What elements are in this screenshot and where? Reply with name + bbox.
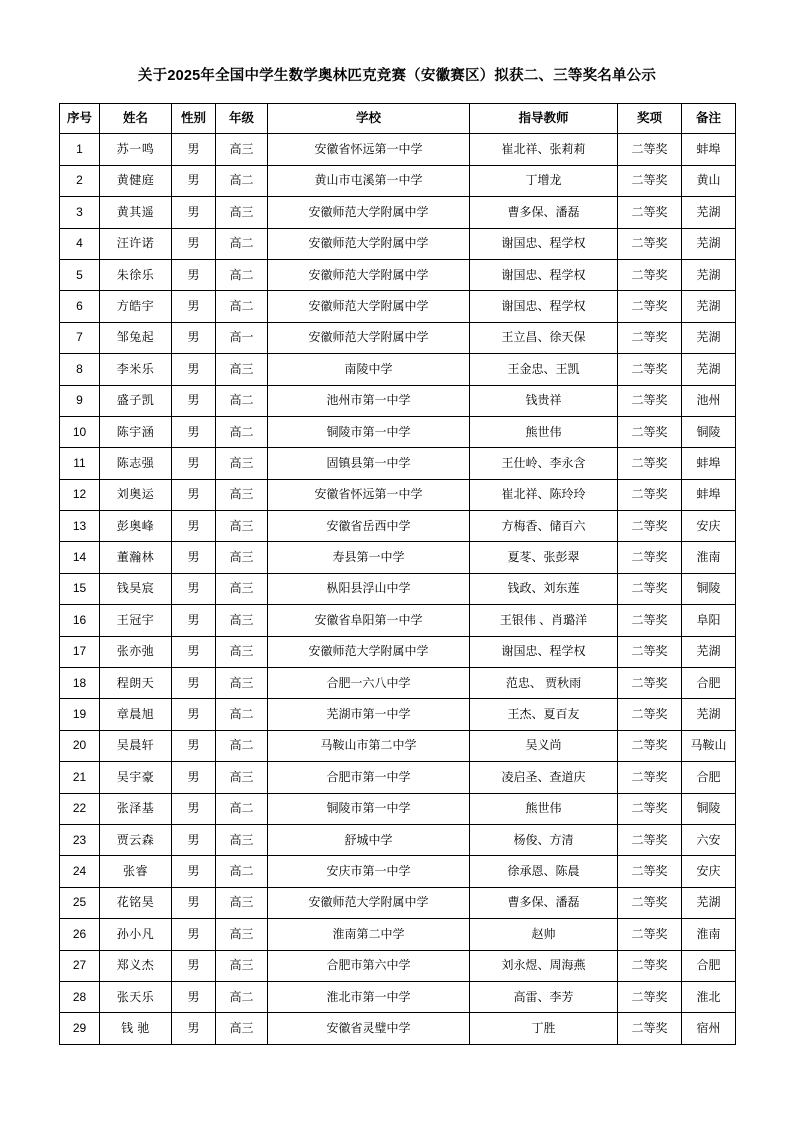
cell-col-name: 吴晨轩	[100, 730, 172, 761]
cell-col-name: 张睿	[100, 856, 172, 887]
cell-col-award: 二等奖	[618, 322, 682, 353]
cell-col-teacher: 谢国忠、程学权	[470, 259, 618, 290]
cell-col-seq: 11	[60, 448, 100, 479]
cell-col-award: 二等奖	[618, 511, 682, 542]
cell-col-name: 章晨旭	[100, 699, 172, 730]
cell-col-school: 淮北市第一中学	[268, 981, 470, 1012]
cell-col-remark: 阜阳	[682, 605, 736, 636]
cell-col-name: 钱 驰	[100, 1013, 172, 1044]
cell-col-seq: 17	[60, 636, 100, 667]
cell-col-award: 二等奖	[618, 197, 682, 228]
cell-col-seq: 4	[60, 228, 100, 259]
cell-col-remark: 六安	[682, 824, 736, 855]
cell-col-name: 花铭昊	[100, 887, 172, 918]
cell-col-sex: 男	[172, 448, 216, 479]
cell-col-sex: 男	[172, 354, 216, 385]
table-row	[60, 259, 736, 290]
cell-col-remark: 池州	[682, 385, 736, 416]
cell-col-seq: 3	[60, 197, 100, 228]
cell-col-sex: 男	[172, 730, 216, 761]
cell-col-name: 张天乐	[100, 981, 172, 1012]
cell-col-sex: 男	[172, 919, 216, 950]
cell-col-grade: 高二	[216, 416, 268, 447]
cell-col-name: 李米乐	[100, 354, 172, 385]
cell-col-award: 二等奖	[618, 259, 682, 290]
cell-col-teacher: 方梅香、储百六	[470, 511, 618, 542]
cell-col-school: 铜陵市第一中学	[268, 416, 470, 447]
cell-col-school: 安徽省怀远第一中学	[268, 134, 470, 165]
cell-col-seq: 22	[60, 793, 100, 824]
cell-col-teacher: 崔北祥、陈玲玲	[470, 479, 618, 510]
cell-col-teacher: 王仕岭、李永含	[470, 448, 618, 479]
table-row	[60, 197, 736, 228]
cell-col-grade: 高三	[216, 511, 268, 542]
cell-col-teacher: 王杰、夏百友	[470, 699, 618, 730]
cell-col-grade: 高三	[216, 762, 268, 793]
cell-col-award: 二等奖	[618, 1013, 682, 1044]
cell-col-seq: 6	[60, 291, 100, 322]
cell-col-grade: 高三	[216, 668, 268, 699]
cell-col-grade: 高三	[216, 824, 268, 855]
cell-col-seq: 2	[60, 165, 100, 196]
cell-col-award: 二等奖	[618, 448, 682, 479]
cell-col-seq: 8	[60, 354, 100, 385]
cell-col-remark: 安庆	[682, 511, 736, 542]
cell-col-school: 舒城中学	[268, 824, 470, 855]
cell-col-grade: 高三	[216, 887, 268, 918]
table-row	[60, 636, 736, 667]
table-row	[60, 605, 736, 636]
cell-col-remark: 蚌埠	[682, 479, 736, 510]
table-row	[60, 448, 736, 479]
table-row	[60, 479, 736, 510]
table-header-col-school: 学校	[268, 104, 470, 134]
cell-col-grade: 高三	[216, 197, 268, 228]
cell-col-school: 安徽师范大学附属中学	[268, 636, 470, 667]
cell-col-teacher: 吴义尚	[470, 730, 618, 761]
cell-col-award: 二等奖	[618, 416, 682, 447]
cell-col-award: 二等奖	[618, 887, 682, 918]
cell-col-award: 二等奖	[618, 479, 682, 510]
cell-col-award: 二等奖	[618, 354, 682, 385]
cell-col-name: 钱昊宸	[100, 573, 172, 604]
cell-col-award: 二等奖	[618, 134, 682, 165]
cell-col-school: 安徽师范大学附属中学	[268, 887, 470, 918]
cell-col-seq: 19	[60, 699, 100, 730]
cell-col-grade: 高二	[216, 385, 268, 416]
cell-col-remark: 蚌埠	[682, 448, 736, 479]
table-header-col-seq: 序号	[60, 104, 100, 134]
cell-col-school: 池州市第一中学	[268, 385, 470, 416]
cell-col-school: 安徽省阜阳第一中学	[268, 605, 470, 636]
cell-col-grade: 高二	[216, 259, 268, 290]
cell-col-teacher: 凌启圣、查道庆	[470, 762, 618, 793]
cell-col-sex: 男	[172, 824, 216, 855]
cell-col-name: 黄健庭	[100, 165, 172, 196]
cell-col-teacher: 王银伟 、肖璐洋	[470, 605, 618, 636]
cell-col-name: 方皓宇	[100, 291, 172, 322]
cell-col-name: 盛子凯	[100, 385, 172, 416]
cell-col-remark: 芜湖	[682, 636, 736, 667]
cell-col-grade: 高二	[216, 981, 268, 1012]
cell-col-sex: 男	[172, 134, 216, 165]
cell-col-teacher: 丁胜	[470, 1013, 618, 1044]
cell-col-grade: 高三	[216, 354, 268, 385]
cell-col-grade: 高三	[216, 573, 268, 604]
table-row	[60, 542, 736, 573]
cell-col-teacher: 钱政、刘东莲	[470, 573, 618, 604]
cell-col-sex: 男	[172, 511, 216, 542]
cell-col-sex: 男	[172, 291, 216, 322]
cell-col-name: 陈志强	[100, 448, 172, 479]
cell-col-seq: 1	[60, 134, 100, 165]
cell-col-school: 铜陵市第一中学	[268, 793, 470, 824]
cell-col-remark: 芜湖	[682, 228, 736, 259]
cell-col-grade: 高三	[216, 950, 268, 981]
cell-col-sex: 男	[172, 981, 216, 1012]
table-row	[60, 385, 736, 416]
cell-col-name: 王冠宇	[100, 605, 172, 636]
cell-col-name: 陈宇涵	[100, 416, 172, 447]
cell-col-remark: 淮南	[682, 542, 736, 573]
cell-col-grade: 高三	[216, 448, 268, 479]
page-title: 关于2025年全国中学生数学奥林匹克竞赛（安徽赛区）拟获二、三等奖名单公示	[137, 68, 657, 84]
cell-col-teacher: 王金忠、王凯	[470, 354, 618, 385]
cell-col-sex: 男	[172, 479, 216, 510]
cell-col-school: 芜湖市第一中学	[268, 699, 470, 730]
award-list-table	[59, 103, 736, 1044]
cell-col-grade: 高三	[216, 479, 268, 510]
cell-col-seq: 24	[60, 856, 100, 887]
cell-col-seq: 9	[60, 385, 100, 416]
cell-col-name: 张亦弛	[100, 636, 172, 667]
cell-col-sex: 男	[172, 259, 216, 290]
cell-col-sex: 男	[172, 416, 216, 447]
cell-col-grade: 高二	[216, 228, 268, 259]
cell-col-name: 邹兔起	[100, 322, 172, 353]
cell-col-award: 二等奖	[618, 730, 682, 761]
cell-col-remark: 合肥	[682, 762, 736, 793]
table-row	[60, 134, 736, 165]
cell-col-teacher: 崔北祥、张莉莉	[470, 134, 618, 165]
cell-col-teacher: 刘永煜、周海燕	[470, 950, 618, 981]
cell-col-sex: 男	[172, 165, 216, 196]
cell-col-sex: 男	[172, 385, 216, 416]
cell-col-remark: 蚌埠	[682, 134, 736, 165]
cell-col-school: 枞阳县浮山中学	[268, 573, 470, 604]
cell-col-seq: 23	[60, 824, 100, 855]
cell-col-school: 安徽师范大学附属中学	[268, 259, 470, 290]
cell-col-school: 安徽省怀远第一中学	[268, 479, 470, 510]
cell-col-remark: 芜湖	[682, 259, 736, 290]
cell-col-seq: 21	[60, 762, 100, 793]
table-header-col-grade: 年级	[216, 104, 268, 134]
table-row	[60, 668, 736, 699]
cell-col-teacher: 王立昌、徐天保	[470, 322, 618, 353]
table-row	[60, 416, 736, 447]
cell-col-grade: 高三	[216, 542, 268, 573]
cell-col-school: 淮南第二中学	[268, 919, 470, 950]
table-row	[60, 291, 736, 322]
table-header-col-teacher: 指导教师	[470, 104, 618, 134]
cell-col-school: 黄山市屯溪第一中学	[268, 165, 470, 196]
cell-col-remark: 芜湖	[682, 322, 736, 353]
table-row	[60, 762, 736, 793]
cell-col-school: 寿县第一中学	[268, 542, 470, 573]
table-row	[60, 950, 736, 981]
table-row	[60, 511, 736, 542]
cell-col-remark: 淮北	[682, 981, 736, 1012]
cell-col-name: 苏一鸣	[100, 134, 172, 165]
table-body	[60, 134, 736, 1044]
cell-col-remark: 合肥	[682, 950, 736, 981]
cell-col-award: 二等奖	[618, 981, 682, 1012]
cell-col-teacher: 谢国忠、程学权	[470, 291, 618, 322]
table-row	[60, 887, 736, 918]
cell-col-grade: 高三	[216, 636, 268, 667]
cell-col-award: 二等奖	[618, 668, 682, 699]
cell-col-grade: 高三	[216, 605, 268, 636]
table-header	[60, 104, 736, 134]
table-row	[60, 322, 736, 353]
cell-col-grade: 高二	[216, 793, 268, 824]
cell-col-remark: 铜陵	[682, 793, 736, 824]
cell-col-grade: 高二	[216, 730, 268, 761]
cell-col-sex: 男	[172, 856, 216, 887]
cell-col-remark: 芜湖	[682, 197, 736, 228]
cell-col-remark: 芜湖	[682, 354, 736, 385]
cell-col-remark: 铜陵	[682, 573, 736, 604]
cell-col-seq: 14	[60, 542, 100, 573]
table-row	[60, 793, 736, 824]
cell-col-seq: 18	[60, 668, 100, 699]
cell-col-school: 合肥一六八中学	[268, 668, 470, 699]
cell-col-award: 二等奖	[618, 228, 682, 259]
cell-col-sex: 男	[172, 542, 216, 573]
cell-col-seq: 26	[60, 919, 100, 950]
cell-col-sex: 男	[172, 950, 216, 981]
cell-col-name: 郑义杰	[100, 950, 172, 981]
cell-col-remark: 淮南	[682, 919, 736, 950]
cell-col-school: 合肥市第一中学	[268, 762, 470, 793]
cell-col-sex: 男	[172, 322, 216, 353]
cell-col-name: 贾云森	[100, 824, 172, 855]
cell-col-remark: 芜湖	[682, 291, 736, 322]
cell-col-teacher: 谢国忠、程学权	[470, 228, 618, 259]
cell-col-sex: 男	[172, 793, 216, 824]
cell-col-grade: 高三	[216, 134, 268, 165]
cell-col-sex: 男	[172, 636, 216, 667]
cell-col-school: 安徽师范大学附属中学	[268, 291, 470, 322]
award-list-table-wrap	[59, 103, 735, 1044]
cell-col-school: 南陵中学	[268, 354, 470, 385]
table-header-col-award: 奖项	[618, 104, 682, 134]
cell-col-grade: 高二	[216, 291, 268, 322]
cell-col-school: 安徽省灵璧中学	[268, 1013, 470, 1044]
cell-col-sex: 男	[172, 762, 216, 793]
cell-col-teacher: 丁增龙	[470, 165, 618, 196]
table-row	[60, 919, 736, 950]
cell-col-seq: 27	[60, 950, 100, 981]
cell-col-sex: 男	[172, 668, 216, 699]
cell-col-remark: 安庆	[682, 856, 736, 887]
cell-col-seq: 10	[60, 416, 100, 447]
cell-col-teacher: 夏苳、张彭翠	[470, 542, 618, 573]
cell-col-grade: 高二	[216, 165, 268, 196]
table-row	[60, 824, 736, 855]
table-header-col-sex: 性别	[172, 104, 216, 134]
cell-col-teacher: 谢国忠、程学权	[470, 636, 618, 667]
table-row	[60, 165, 736, 196]
cell-col-name: 吴宇豪	[100, 762, 172, 793]
cell-col-remark: 芜湖	[682, 699, 736, 730]
cell-col-award: 二等奖	[618, 824, 682, 855]
cell-col-name: 刘奥运	[100, 479, 172, 510]
cell-col-remark: 宿州	[682, 1013, 736, 1044]
cell-col-grade: 高一	[216, 322, 268, 353]
cell-col-award: 二等奖	[618, 165, 682, 196]
cell-col-award: 二等奖	[618, 291, 682, 322]
cell-col-seq: 16	[60, 605, 100, 636]
table-header-col-name: 姓名	[100, 104, 172, 134]
table-row	[60, 1013, 736, 1044]
cell-col-school: 马鞍山市第二中学	[268, 730, 470, 761]
cell-col-teacher: 曹多保、潘磊	[470, 887, 618, 918]
table-row	[60, 354, 736, 385]
cell-col-seq: 12	[60, 479, 100, 510]
cell-col-seq: 13	[60, 511, 100, 542]
cell-col-teacher: 高雷、李芳	[470, 981, 618, 1012]
cell-col-teacher: 钱贵祥	[470, 385, 618, 416]
cell-col-teacher: 徐承恩、陈晨	[470, 856, 618, 887]
cell-col-school: 安徽师范大学附属中学	[268, 322, 470, 353]
cell-col-remark: 芜湖	[682, 887, 736, 918]
cell-col-sex: 男	[172, 1013, 216, 1044]
cell-col-sex: 男	[172, 197, 216, 228]
table-row	[60, 730, 736, 761]
cell-col-name: 董瀚林	[100, 542, 172, 573]
cell-col-award: 二等奖	[618, 793, 682, 824]
cell-col-award: 二等奖	[618, 919, 682, 950]
cell-col-grade: 高二	[216, 699, 268, 730]
table-header-col-remark: 备注	[682, 104, 736, 134]
cell-col-award: 二等奖	[618, 699, 682, 730]
cell-col-award: 二等奖	[618, 542, 682, 573]
cell-col-grade: 高三	[216, 919, 268, 950]
cell-col-sex: 男	[172, 605, 216, 636]
cell-col-seq: 15	[60, 573, 100, 604]
cell-col-school: 安徽省岳西中学	[268, 511, 470, 542]
cell-col-teacher: 范忠、 贾秋雨	[470, 668, 618, 699]
cell-col-award: 二等奖	[618, 762, 682, 793]
cell-col-seq: 25	[60, 887, 100, 918]
cell-col-seq: 7	[60, 322, 100, 353]
cell-col-seq: 20	[60, 730, 100, 761]
cell-col-school: 安徽师范大学附属中学	[268, 228, 470, 259]
cell-col-seq: 5	[60, 259, 100, 290]
cell-col-remark: 黄山	[682, 165, 736, 196]
cell-col-school: 固镇县第一中学	[268, 448, 470, 479]
cell-col-award: 二等奖	[618, 605, 682, 636]
cell-col-name: 汪许诺	[100, 228, 172, 259]
table-row	[60, 228, 736, 259]
table-row	[60, 856, 736, 887]
cell-col-remark: 铜陵	[682, 416, 736, 447]
cell-col-name: 朱徐乐	[100, 259, 172, 290]
cell-col-name: 黄其遥	[100, 197, 172, 228]
cell-col-sex: 男	[172, 573, 216, 604]
table-row	[60, 573, 736, 604]
cell-col-teacher: 熊世伟	[470, 793, 618, 824]
cell-col-sex: 男	[172, 887, 216, 918]
cell-col-remark: 合肥	[682, 668, 736, 699]
cell-col-name: 程朗天	[100, 668, 172, 699]
cell-col-teacher: 曹多保、潘磊	[470, 197, 618, 228]
cell-col-grade: 高二	[216, 856, 268, 887]
cell-col-award: 二等奖	[618, 636, 682, 667]
table-header-row	[60, 104, 736, 134]
cell-col-sex: 男	[172, 228, 216, 259]
cell-col-teacher: 熊世伟	[470, 416, 618, 447]
cell-col-sex: 男	[172, 699, 216, 730]
cell-col-name: 彭奥峰	[100, 511, 172, 542]
cell-col-seq: 28	[60, 981, 100, 1012]
cell-col-seq: 29	[60, 1013, 100, 1044]
table-row	[60, 981, 736, 1012]
cell-col-award: 二等奖	[618, 856, 682, 887]
cell-col-award: 二等奖	[618, 385, 682, 416]
cell-col-remark: 马鞍山	[682, 730, 736, 761]
cell-col-school: 安徽师范大学附属中学	[268, 197, 470, 228]
cell-col-school: 合肥市第六中学	[268, 950, 470, 981]
cell-col-name: 张泽基	[100, 793, 172, 824]
cell-col-school: 安庆市第一中学	[268, 856, 470, 887]
cell-col-award: 二等奖	[618, 950, 682, 981]
cell-col-award: 二等奖	[618, 573, 682, 604]
table-row	[60, 699, 736, 730]
cell-col-teacher: 赵帅	[470, 919, 618, 950]
cell-col-teacher: 杨俊、方清	[470, 824, 618, 855]
cell-col-grade: 高三	[216, 1013, 268, 1044]
cell-col-name: 孙小凡	[100, 919, 172, 950]
